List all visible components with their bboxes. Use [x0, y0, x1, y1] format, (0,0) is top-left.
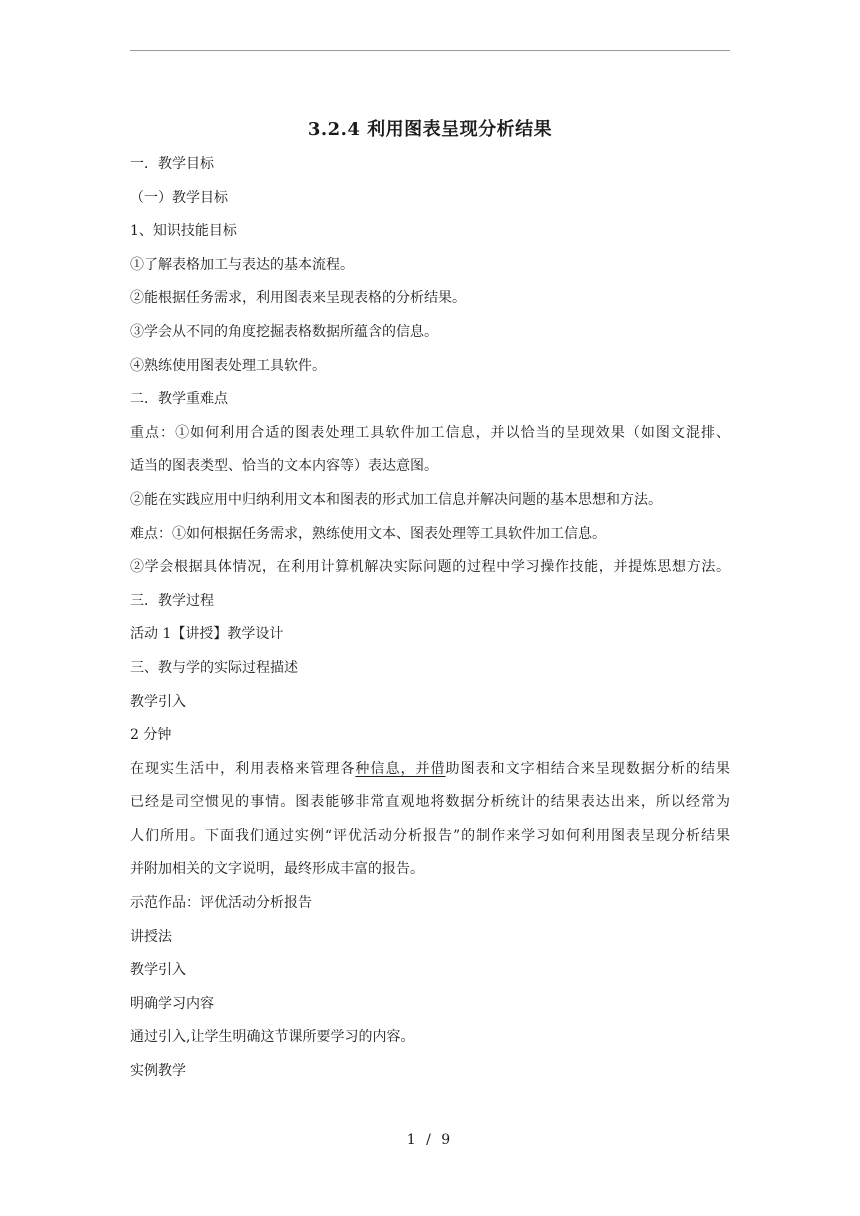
description-line: 通过引入,让学生明确这节课所要学习的内容。: [130, 1029, 415, 1046]
section-label: 教学引入: [130, 693, 186, 710]
key-point-line: 适当的图表类型、恰当的文本内容等）表达意图。: [130, 458, 438, 475]
heading-key-points: 二．教学重难点: [130, 391, 228, 408]
list-item: ④熟练使用图表处理工具软件。: [130, 357, 326, 374]
paragraph-line: [130, 758, 730, 780]
document-body: [130, 153, 730, 1094]
paragraph-line: 已经是司空惯见的事情。图表能够非常直观地将数据分析统计的结果表达出来，所以经常为: [130, 794, 730, 811]
section-label: 实例教学: [130, 1063, 186, 1080]
paragraph-line: 人们所用。下面我们通过实例“评优活动分析报告”的制作来学习如何利用图表呈现分析结果: [130, 827, 730, 844]
key-point-line: 重点：①如何利用合适的图表处理工具软件加工信息，并以恰当的呈现效果（如图文混排、: [130, 424, 730, 441]
paragraph-line: 并附加相关的文字说明，最终形成丰富的报告。: [130, 861, 424, 878]
difficulty-line: 难点：①如何根据任务需求，熟练使用文本、图表处理等工具软件加工信息。: [130, 525, 606, 542]
section-label: 教学引入: [130, 962, 186, 979]
duration-label: 2 分钟: [130, 727, 172, 744]
header-rule: [130, 50, 730, 51]
section-label: 明确学习内容: [130, 995, 214, 1012]
underlined-text: 种信息，并借: [355, 760, 446, 777]
list-item: ③学会从不同的角度挖掘表格数据所蕴含的信息。: [130, 323, 438, 340]
subheading-goals: （一）教学目标: [130, 189, 228, 206]
subheading-skill-goals: 1、知识技能目标: [130, 223, 237, 240]
list-item: ②能根据任务需求，利用图表来呈现表格的分析结果。: [130, 290, 466, 307]
heading-teaching-goals: 一．教学目标: [130, 156, 214, 172]
method-label: 讲授法: [130, 928, 172, 945]
process-description-heading: 三、教与学的实际过程描述: [130, 659, 298, 676]
activity-title: 活动 1【讲授】教学设计: [130, 626, 284, 643]
demo-work-label: 示范作品：评优活动分析报告: [130, 895, 312, 912]
heading-teaching-process: 三．教学过程: [130, 592, 214, 609]
page-number: 1 / 9: [406, 1132, 454, 1148]
list-item: ①了解表格加工与表达的基本流程。: [130, 256, 354, 273]
difficulty-line: ②学会根据具体情况，在利用计算机解决实际问题的过程中学习操作技能，并提炼思想方法。: [130, 559, 730, 576]
document-title: 3.2.4 利用图表呈现分析结果: [307, 119, 553, 140]
paragraph-text: 助图表和文字相结合来呈现数据分析的结果: [445, 760, 730, 777]
key-point-line: ②能在实践应用中归纳利用文本和图表的形式加工信息并解决问题的基本思想和方法。: [130, 491, 662, 508]
paragraph-text: 在现实生活中，利用表格来管理各: [130, 760, 356, 777]
